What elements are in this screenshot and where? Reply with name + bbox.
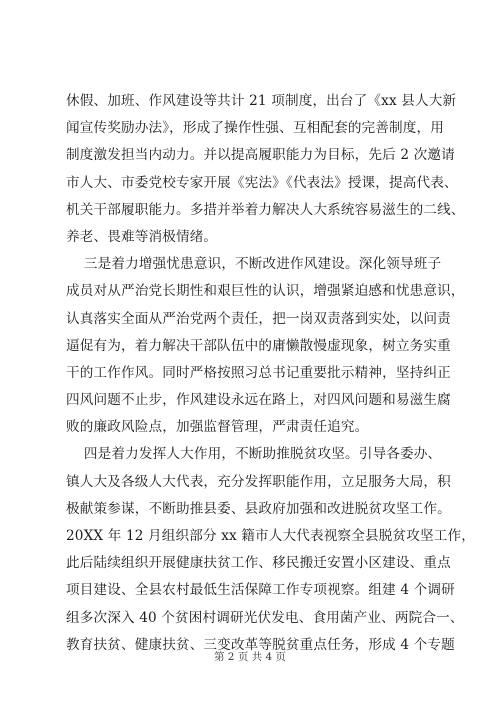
text-line: 机关干部履职能力。多措并举着力解决人大系统容易滋生的二线、 [66,201,465,218]
text-line: 闻宣传奖励办法》，形成了操作性强、互相配套的完善制度，用 [66,120,445,137]
page-number-footer: 第 2 页 共 4 页 [213,651,287,663]
text-line: 教育扶贫、健康扶贫、三变改革等脱贫重点任务，形成 4 个专题 [66,636,455,653]
text-line: 极献策参谋，不断助推县委、县政府加强和改进脱贫攻坚工作。 [66,500,451,517]
text-line: 败的廉政风险点，加强监督管理，严肃责任追究。 [66,419,369,436]
text-line: 镇人大及各级人大代表，充分发挥职能作用，立足服务大局，积 [66,473,451,490]
text-line: 休假、加班、作风建设等共计 21 项制度，出台了《xx 县人大新 [66,93,457,109]
text-line: 此后陆续组织开展健康扶贫工作、移民搬迁安置小区建设、重点 [66,555,451,572]
text-line: 20XX 年 12 月组织部分 xx 籍市人大代表视察全县脱贫攻坚工作， [66,528,475,544]
text-line: 市人大、市委党校专家开展《宪法》《代表法》授课，提高代表、 [66,174,458,191]
text-line: 认真落实全面从严治党两个责任，把一岗双责落到实处，以问责 [66,310,451,327]
text-line: 养老、畏难等消极情绪。 [66,228,218,245]
text-line: 逼促有为，着力解决干部队伍中的庸懒散慢虚现象，树立务实重 [66,337,451,354]
paragraph-start-line: 四是着力发挥人大作用，不断助推脱贫攻坚。引导各委办、 [66,446,442,463]
body-text [66,88,475,659]
paragraph-start-line: 三是着力增强忧患意识，不断改进作风建设。深化领导班子 [66,256,442,273]
text-line: 组多次深入 40 个贫困村调研光伏发电、食用菌产业、两院合一、 [66,609,464,626]
text-line: 制度激发担当内动力。并以提高履职能力为目标，先后 2 次邀请 [66,147,455,164]
text-line: 成员对从严治党长期性和艰巨性的认识，增强紧迫感和忧患意识， [66,283,465,300]
text-line: 项目建设、全县农村最低生活保障工作专项视察。组建 4 个调研 [66,582,455,599]
text-line: 四风问题不止步，作风建设永远在路上，对四风问题和易滋生腐 [66,392,451,409]
text-line: 干的工作作风。同时严格按照习总书记重要批示精神，坚持纠正 [66,364,451,381]
